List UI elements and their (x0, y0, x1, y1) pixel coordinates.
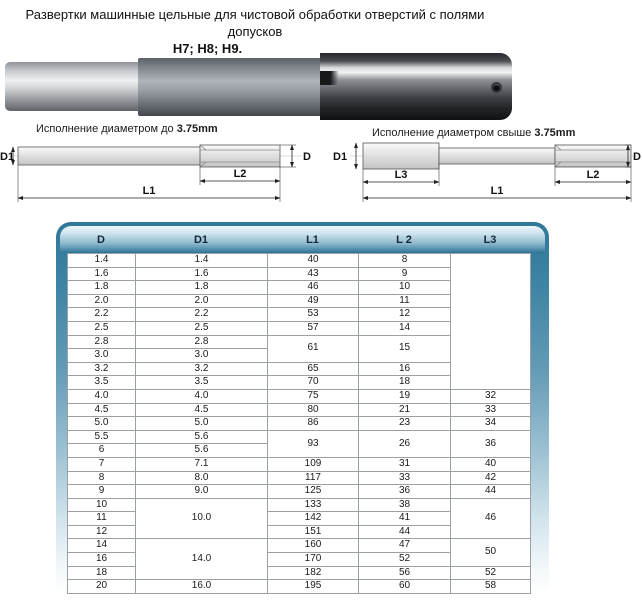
reamer-body (138, 58, 325, 116)
shank-section (363, 143, 439, 169)
table-cell: 7.1 (136, 457, 268, 471)
table-cell: 195 (268, 580, 359, 594)
flute-section (555, 145, 631, 167)
table-cell: 133 (268, 498, 359, 512)
rod-body (439, 148, 555, 164)
table-cell: 5.6 (136, 444, 268, 458)
table-row (68, 485, 531, 499)
table-cell: 65 (268, 362, 359, 376)
dim-label-d1: D1 (333, 151, 348, 163)
spec-table-body (68, 254, 531, 594)
table-cell: 14 (359, 321, 451, 335)
table-cell: 5.0 (136, 417, 268, 431)
table-row (68, 539, 531, 553)
table-cell: 50 (451, 539, 531, 566)
table-cell: 40 (268, 254, 359, 268)
table-cell: 21 (359, 403, 451, 417)
dim-label-l1: L1 (142, 185, 156, 197)
table-cell: 34 (451, 417, 531, 431)
table-row (68, 457, 531, 471)
table-cell: 5.6 (136, 430, 268, 444)
table-cell: 4.0 (68, 389, 136, 403)
table-cell: 160 (268, 539, 359, 553)
table-cell: 42 (451, 471, 531, 485)
table-cell: 3.0 (136, 349, 268, 363)
table-cell: 7 (68, 457, 136, 471)
right-technical-drawing (325, 138, 642, 210)
table-row (68, 430, 531, 444)
table-row (68, 254, 531, 268)
reamer-end-hole (493, 84, 500, 91)
table-cell: 4.5 (68, 403, 136, 417)
dim-label-d: D (633, 151, 641, 163)
table-cell: 56 (359, 566, 451, 580)
table-cell: 1.4 (136, 254, 268, 268)
table-cell: 2.2 (68, 308, 136, 322)
table-cell: 43 (268, 267, 359, 281)
table-cell: 5.0 (68, 417, 136, 431)
table-cell: 2.2 (136, 308, 268, 322)
table-cell: 33 (451, 403, 531, 417)
table-cell: 2.8 (68, 335, 136, 349)
table-cell: 36 (451, 430, 531, 457)
reamer-flute-notch (320, 71, 346, 85)
left-figure-caption (36, 123, 218, 135)
table-cell: 9 (359, 267, 451, 281)
table-cell: 10.0 (136, 498, 268, 539)
table-cell: 2.0 (68, 294, 136, 308)
table-cell: 16 (359, 362, 451, 376)
table-cell: 16.0 (136, 580, 268, 594)
table-row (68, 498, 531, 512)
table-cell: 117 (268, 471, 359, 485)
column-header: D1 (193, 233, 209, 246)
table-row (68, 403, 531, 417)
table-cell: 18 (359, 376, 451, 390)
column-header: L1 (306, 233, 319, 246)
table-cell: 53 (268, 308, 359, 322)
table-cell: 12 (68, 525, 136, 539)
table-cell: 60 (359, 580, 451, 594)
dim-label-l3: L3 (394, 169, 408, 181)
table-cell: 23 (359, 417, 451, 431)
table-cell: 86 (268, 417, 359, 431)
table-cell: 125 (268, 485, 359, 499)
table-cell: 46 (451, 498, 531, 539)
table-cell: 49 (268, 294, 359, 308)
table-cell: 32 (451, 389, 531, 403)
table-cell: 16 (68, 553, 136, 567)
column-header: L3 (483, 233, 497, 246)
table-row (68, 471, 531, 485)
table-cell: 1.8 (136, 281, 268, 295)
table-cell: 80 (268, 403, 359, 417)
dim-label-d1: D1 (0, 151, 15, 163)
table-cell: 52 (451, 566, 531, 580)
flute-section (200, 145, 280, 167)
spec-table-card (56, 222, 549, 595)
table-cell: 70 (268, 376, 359, 390)
table-cell: 75 (268, 389, 359, 403)
table-cell: 14.0 (136, 539, 268, 580)
table-cell: 2.5 (136, 321, 268, 335)
table-cell: 6 (68, 444, 136, 458)
table-cell: 61 (268, 335, 359, 362)
table-cell: 3.5 (136, 376, 268, 390)
table-cell: 14 (68, 539, 136, 553)
table-cell: 46 (268, 281, 359, 295)
table-cell: 58 (451, 580, 531, 594)
table-cell: 10 (359, 281, 451, 295)
table-cell: 2.0 (136, 294, 268, 308)
table-cell: 151 (268, 525, 359, 539)
table-cell: 8 (68, 471, 136, 485)
table-cell: 18 (68, 566, 136, 580)
machine-reamer-photo (5, 53, 527, 120)
page-title (0, 6, 510, 56)
title-line-2: H7; H8; H9. (172, 41, 243, 56)
dim-label-l2: L2 (233, 168, 247, 180)
table-cell: 41 (359, 512, 451, 526)
reamer-shank (5, 62, 143, 111)
table-cell: 38 (359, 498, 451, 512)
table-cell: 33 (359, 471, 451, 485)
table-cell (451, 254, 531, 390)
table-cell: 1.4 (68, 254, 136, 268)
table-cell: 1.8 (68, 281, 136, 295)
table-cell: 1.6 (68, 267, 136, 281)
table-cell: 57 (268, 321, 359, 335)
table-cell: 4.5 (136, 403, 268, 417)
table-cell: 5.5 (68, 430, 136, 444)
table-cell: 3.2 (68, 362, 136, 376)
table-cell: 19 (359, 389, 451, 403)
column-header: D (97, 233, 105, 246)
table-cell: 170 (268, 553, 359, 567)
left-technical-drawing (0, 138, 320, 210)
table-cell: 1.6 (136, 267, 268, 281)
table-cell: 40 (451, 457, 531, 471)
table-cell: 93 (268, 430, 359, 457)
table-cell: 142 (268, 512, 359, 526)
spec-table-header (60, 226, 545, 253)
left-caption-value: 3.75mm (176, 123, 218, 135)
left-caption-text: Исполнение диаметром до (36, 123, 174, 135)
table-cell: 9.0 (136, 485, 268, 499)
table-cell: 44 (451, 485, 531, 499)
table-cell: 182 (268, 566, 359, 580)
table-cell: 52 (359, 553, 451, 567)
rod-body (18, 147, 202, 165)
table-cell: 10 (68, 498, 136, 512)
table-cell: 44 (359, 525, 451, 539)
column-header: L 2 (396, 233, 412, 246)
table-cell: 8 (359, 254, 451, 268)
table-row (68, 417, 531, 431)
table-cell: 9 (68, 485, 136, 499)
table-cell: 2.5 (68, 321, 136, 335)
spec-table-wrap (67, 253, 531, 594)
table-cell: 47 (359, 539, 451, 553)
right-caption-text: Исполнение диаметром свыше (372, 127, 532, 139)
spec-table (67, 253, 531, 594)
table-cell: 11 (359, 294, 451, 308)
table-cell: 3.0 (68, 349, 136, 363)
table-cell: 15 (359, 335, 451, 362)
table-cell: 26 (359, 430, 451, 457)
table-cell: 4.0 (136, 389, 268, 403)
table-row (68, 389, 531, 403)
table-row (68, 580, 531, 594)
table-cell: 31 (359, 457, 451, 471)
table-cell: 12 (359, 308, 451, 322)
reamer-flutes (320, 53, 512, 120)
table-cell: 36 (359, 485, 451, 499)
table-cell: 3.2 (136, 362, 268, 376)
table-cell: 3.5 (68, 376, 136, 390)
title-line-1: Развертки машинные цельные для чистовой обработки отверстий с полями допусков (25, 7, 485, 39)
dim-label-d: D (303, 151, 311, 163)
dim-label-l1: L1 (490, 185, 504, 197)
table-cell: 20 (68, 580, 136, 594)
table-cell: 2.8 (136, 335, 268, 349)
table-cell: 109 (268, 457, 359, 471)
right-caption-value: 3.75mm (534, 127, 576, 139)
table-cell: 8.0 (136, 471, 268, 485)
table-cell: 11 (68, 512, 136, 526)
dim-label-l2: L2 (586, 169, 600, 181)
